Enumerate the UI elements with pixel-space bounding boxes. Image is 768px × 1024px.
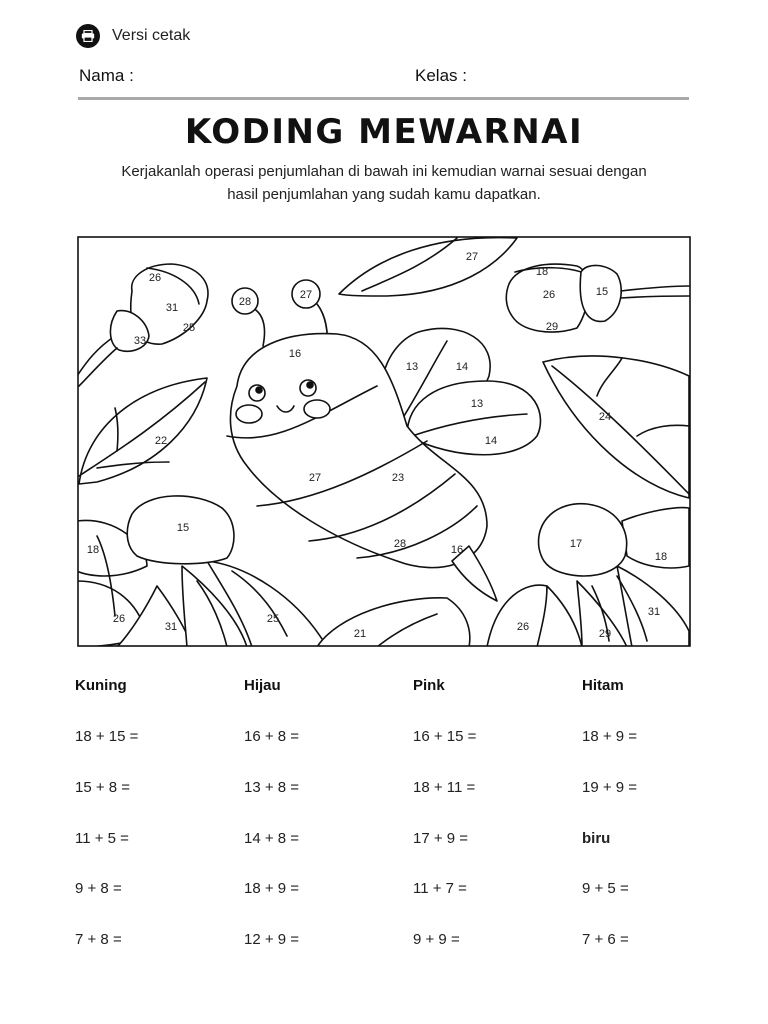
picture-number: 26 — [516, 621, 530, 633]
picture-number: 15 — [176, 522, 190, 534]
picture-number: 33 — [133, 335, 147, 347]
bee-coloring-illustration — [77, 236, 691, 647]
picture-number: 31 — [165, 302, 179, 314]
picture-number: 28 — [393, 538, 407, 550]
printer-icon — [76, 24, 100, 48]
addition-problem: 14 + 8 = — [244, 830, 300, 847]
addition-problem: 11 + 5 = — [75, 830, 129, 847]
addition-problem: 13 + 8 = — [244, 779, 300, 796]
addition-problem: 16 + 15 = — [413, 728, 477, 745]
column-header-biru: biru — [582, 830, 611, 847]
bottom-leaf-shape — [317, 598, 470, 647]
picture-number: 27 — [308, 472, 322, 484]
column-header: Hijau — [244, 677, 281, 694]
picture-number: 21 — [353, 628, 367, 640]
name-label: Nama : — [79, 66, 134, 85]
picture-number: 31 — [647, 606, 661, 618]
picture-number: 16 — [288, 348, 302, 360]
right-cheek — [304, 400, 330, 418]
addition-problem: 18 + 15 = — [75, 728, 139, 745]
picture-number: 26 — [542, 289, 556, 301]
picture-number: 27 — [465, 251, 479, 263]
addition-problem: 9 + 8 = — [75, 880, 122, 897]
print-version-button[interactable] — [76, 24, 190, 48]
picture-number: 23 — [391, 472, 405, 484]
addition-problem: 18 + 9 = — [582, 728, 638, 745]
picture-number: 18 — [654, 551, 668, 563]
picture-number: 26 — [148, 272, 162, 284]
picture-number: 31 — [164, 621, 178, 633]
picture-number: 27 — [299, 289, 313, 301]
addition-problem: 18 + 11 = — [413, 779, 476, 796]
worksheet-title: KODING MEWARNAI — [184, 112, 584, 152]
picture-number: 14 — [455, 361, 469, 373]
addition-problem: 9 + 9 = — [413, 931, 460, 948]
instructions-line-1: Kerjakanlah operasi penjumlahan di bawah ini kemudian warnai sesuai dengan — [121, 163, 647, 180]
addition-problem: 9 + 5 = — [582, 880, 629, 897]
right-flower-center — [539, 504, 627, 576]
addition-problem: 18 + 9 = — [244, 880, 300, 897]
picture-number: 17 — [569, 538, 583, 550]
addition-problem: 15 + 8 = — [75, 779, 131, 796]
picture-number: 13 — [405, 361, 419, 373]
top-leaf-shape — [339, 238, 517, 296]
picture-number: 22 — [154, 435, 168, 447]
picture-number: 24 — [598, 411, 612, 423]
column-hitam — [582, 676, 742, 948]
addition-problem: 7 + 6 = — [582, 931, 629, 948]
column-pink — [413, 676, 573, 948]
picture-number: 26 — [112, 613, 126, 625]
picture-number: 28 — [238, 296, 252, 308]
instructions — [80, 160, 688, 206]
picture-number: 29 — [598, 628, 612, 640]
column-header: Kuning — [75, 677, 127, 694]
picture-number: 25 — [266, 613, 280, 625]
print-version-label: Versi cetak — [112, 27, 191, 44]
picture-number: 13 — [470, 398, 484, 410]
addition-problem: 12 + 9 = — [244, 931, 300, 948]
picture-number: 18 — [535, 266, 549, 278]
class-label: Kelas : — [415, 66, 467, 85]
header-divider — [78, 97, 689, 100]
addition-problem: 19 + 9 = — [582, 779, 638, 796]
picture-number: 16 — [450, 544, 464, 556]
picture-number: 25 — [182, 322, 196, 334]
addition-problem: 11 + 7 = — [413, 880, 467, 897]
addition-problem: 17 + 9 = — [413, 830, 469, 847]
addition-problem: 16 + 8 = — [244, 728, 300, 745]
addition-problem: 7 + 8 = — [75, 931, 122, 948]
column-header: Pink — [413, 677, 445, 694]
picture-number: 29 — [545, 321, 559, 333]
coloring-picture — [77, 236, 691, 647]
picture-number: 18 — [86, 544, 100, 556]
left-cheek — [236, 405, 262, 423]
column-hijau — [244, 676, 404, 948]
student-fields — [79, 66, 689, 88]
picture-number: 15 — [595, 286, 609, 298]
column-header: Hitam — [582, 677, 624, 694]
instructions-line-2: hasil penjumlahan yang sudah kamu dapatkan. — [227, 186, 541, 203]
picture-number: 14 — [484, 435, 498, 447]
column-kuning — [75, 676, 235, 948]
